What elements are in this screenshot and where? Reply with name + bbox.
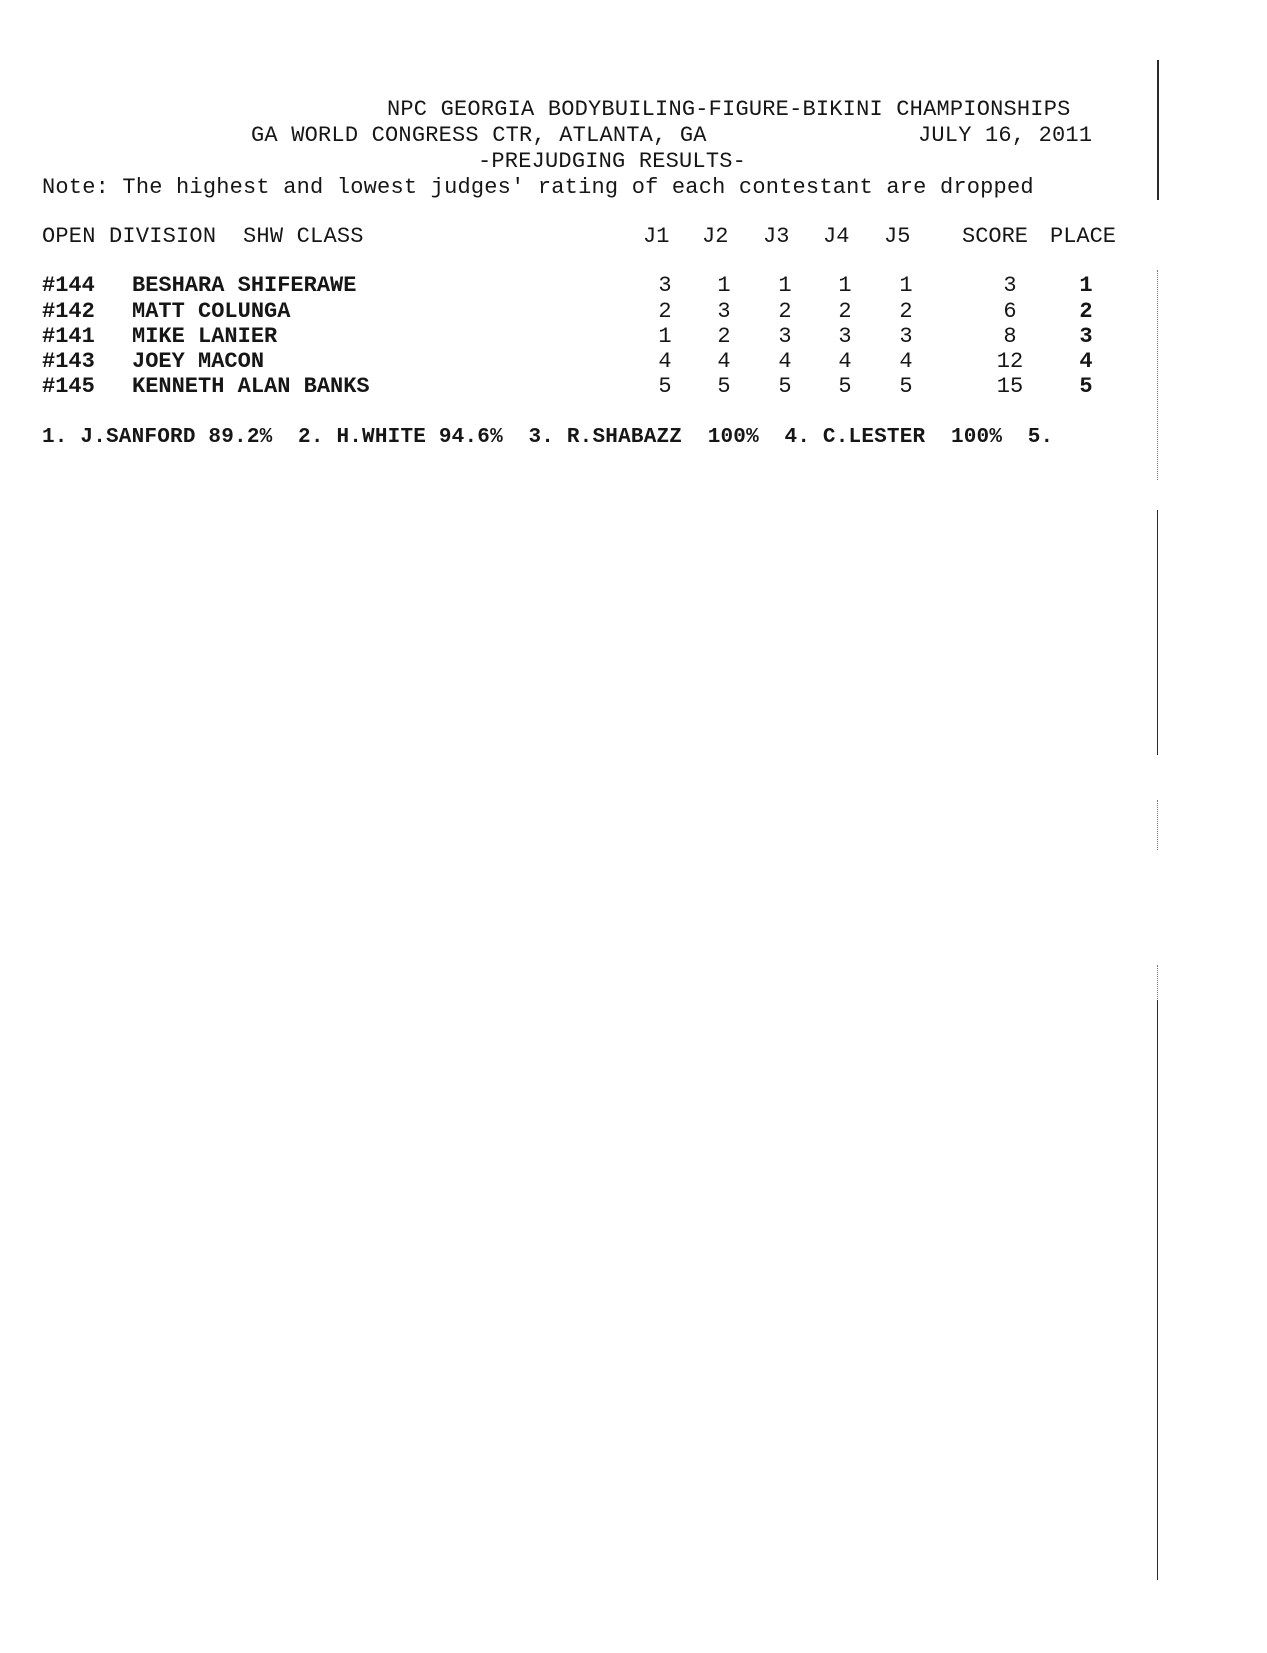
margin-edge-line <box>1157 1000 1158 1580</box>
place-value: 5 <box>1079 374 1093 399</box>
judge-4-rating: 4 <box>838 349 852 374</box>
contestant-name: MATT COLUNGA <box>132 299 291 324</box>
column-header-j1: J1 <box>643 224 670 249</box>
column-header-j4: J4 <box>823 224 850 249</box>
judge-1-rating: 4 <box>658 349 672 374</box>
score-value: 12 <box>996 349 1024 374</box>
judge-5-rating: 5 <box>899 374 913 399</box>
judge-2-rating: 3 <box>717 299 731 324</box>
place-value: 4 <box>1079 349 1093 374</box>
document-title: NPC GEORGIA BODYBUILING-FIGURE-BIKINI CHAMPIONSHIPS <box>387 97 1071 122</box>
score-value: 6 <box>1003 299 1017 324</box>
judge-3-rating: 1 <box>778 273 792 298</box>
column-header-place: PLACE <box>1050 224 1117 249</box>
contestant-name: MIKE LANIER <box>132 324 278 349</box>
contestant-name: KENNETH ALAN BANKS <box>132 374 370 399</box>
table-row <box>0 324 1267 350</box>
table-row <box>0 374 1267 400</box>
column-header-j2: J2 <box>702 224 729 249</box>
margin-edge-line <box>1157 60 1159 200</box>
judge-5-rating: 4 <box>899 349 913 374</box>
table-row <box>0 349 1267 375</box>
margin-edge-dots <box>1157 270 1159 480</box>
venue-text: GA WORLD CONGRESS CTR, ATLANTA, GA <box>251 123 707 148</box>
judge-5-rating: 2 <box>899 299 913 324</box>
judge-3-rating: 2 <box>778 299 792 324</box>
contestant-number: #141 <box>42 324 95 349</box>
judge-4-rating: 2 <box>838 299 852 324</box>
contestant-number: #144 <box>42 273 95 298</box>
judge-1-rating: 1 <box>658 324 672 349</box>
table-row <box>0 299 1267 325</box>
judge-2-rating: 1 <box>717 273 731 298</box>
judge-4-rating: 1 <box>838 273 852 298</box>
judge-5-rating: 3 <box>899 324 913 349</box>
table-row <box>0 273 1267 299</box>
column-header-j5: J5 <box>884 224 911 249</box>
score-value: 3 <box>1003 273 1017 298</box>
place-value: 3 <box>1079 324 1093 349</box>
margin-edge-line <box>1157 510 1158 755</box>
judge-3-rating: 5 <box>778 374 792 399</box>
judge-1-rating: 3 <box>658 273 672 298</box>
document-subtitle: -PREJUDGING RESULTS- <box>478 149 747 174</box>
judge-1-rating: 2 <box>658 299 672 324</box>
judge-3-rating: 4 <box>778 349 792 374</box>
scoring-note: Note: The highest and lowest judges' rating of each contestant are dropped <box>42 175 1034 200</box>
contestant-name: BESHARA SHIFERAWE <box>132 273 357 298</box>
judge-2-rating: 4 <box>717 349 731 374</box>
margin-edge-dots <box>1157 965 1159 1005</box>
column-header-score: SCORE <box>962 224 1029 249</box>
contestant-name: JOEY MACON <box>132 349 265 374</box>
judge-2-rating: 5 <box>717 374 731 399</box>
contestant-number: #142 <box>42 299 95 324</box>
division-label: OPEN DIVISION SHW CLASS <box>42 224 364 249</box>
contestant-number: #145 <box>42 374 95 399</box>
event-date: JULY 16, 2011 <box>918 123 1093 148</box>
judge-3-rating: 3 <box>778 324 792 349</box>
score-value: 8 <box>1003 324 1017 349</box>
judge-5-rating: 1 <box>899 273 913 298</box>
contestant-number: #143 <box>42 349 95 374</box>
judge-2-rating: 2 <box>717 324 731 349</box>
judge-4-rating: 3 <box>838 324 852 349</box>
place-value: 1 <box>1079 273 1093 298</box>
margin-edge-dots <box>1157 800 1159 850</box>
score-value: 15 <box>996 374 1024 399</box>
judge-4-rating: 5 <box>838 374 852 399</box>
column-header-j3: J3 <box>763 224 790 249</box>
judges-list: 1. J.SANFORD 89.2% 2. H.WHITE 94.6% 3. R.SHABAZZ 100% 4. C.LESTER 100% 5. <box>42 426 1054 449</box>
place-value: 2 <box>1079 299 1093 324</box>
judge-1-rating: 5 <box>658 374 672 399</box>
